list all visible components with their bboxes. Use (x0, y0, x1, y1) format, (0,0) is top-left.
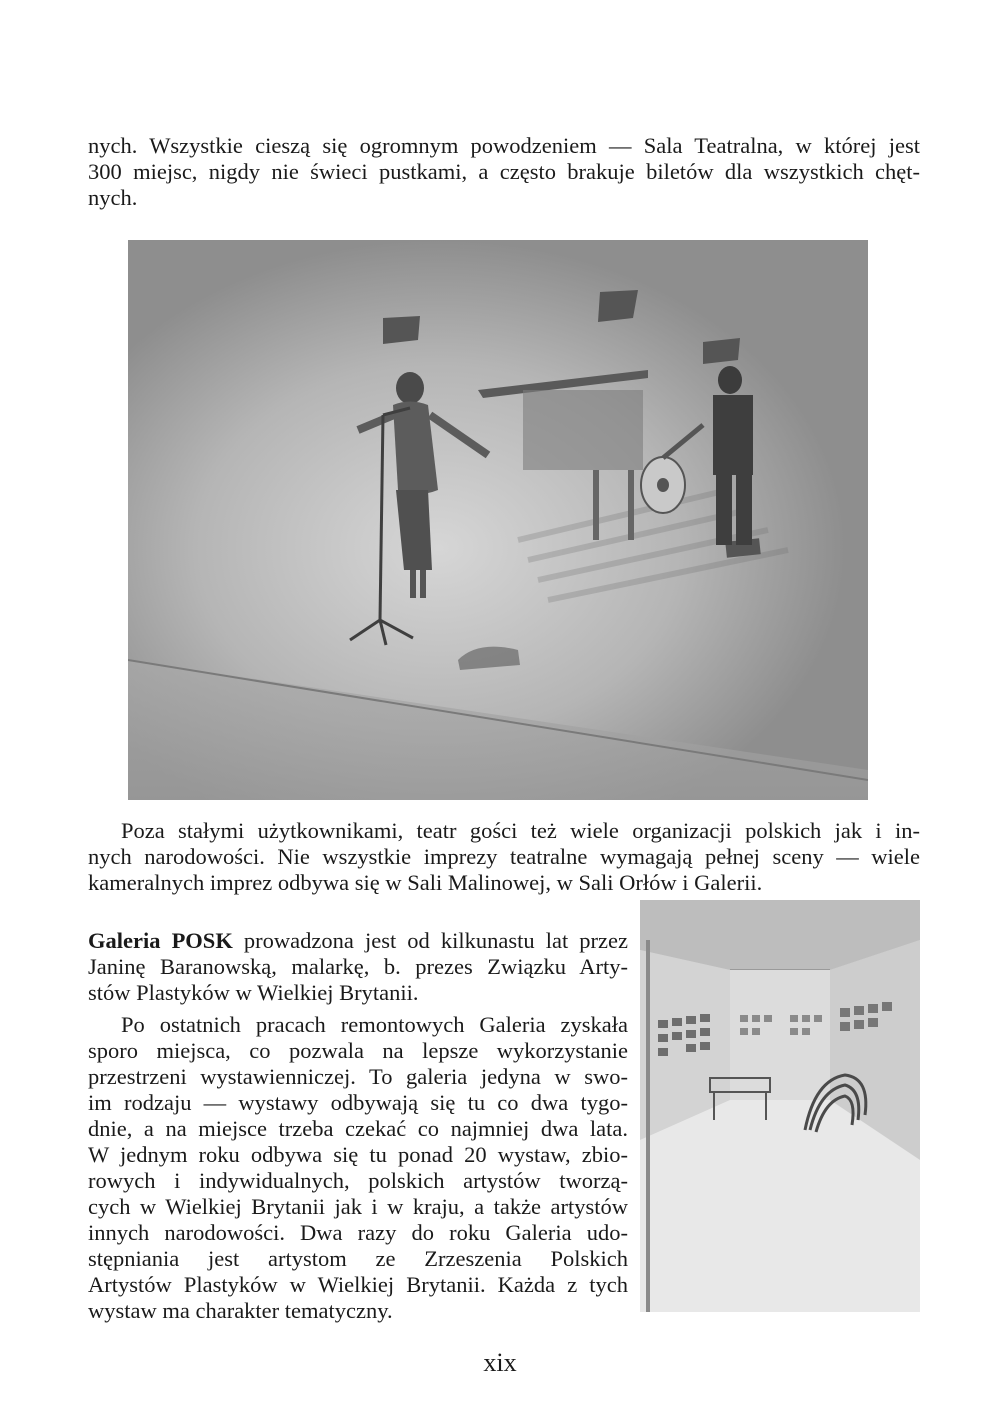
text-line: rowych i indywidualnych, polskich artystów tworzą- (88, 1168, 628, 1193)
text-line: dnie, a na miejsce trzeba czekać co najmniej dwa lata. (88, 1116, 628, 1141)
text-line-rest: prowadzona jest od kilkunastu lat przez (232, 928, 628, 953)
paragraph-gallery-details (88, 1012, 628, 1324)
text-line: nych narodowości. Nie wszystkie imprezy teatralne wymagają pełnej sceny — wiele (88, 844, 920, 869)
text-line: 300 miejsc, nigdy nie świeci pustkami, a często brakuje biletów dla wszystkich chęt- (88, 159, 920, 184)
text-line (88, 928, 628, 954)
text-line: Poza stałymi użytkownikami, teatr gości też wiele organizacji polskich jak i in- (121, 818, 920, 843)
text-line: stępniania jest artystom ze Zrzeszenia Polskich (88, 1246, 628, 1271)
text-line: wystaw ma charakter tematyczny. (88, 1298, 393, 1323)
text-line: nych. (88, 185, 138, 210)
page-number: xix (483, 1348, 517, 1377)
gallery-interior-photo (640, 900, 920, 1312)
text-line: Po ostatnich pracach remontowych Galeria zyskała (121, 1012, 628, 1037)
paragraph-intro (88, 133, 920, 211)
text-line: stów Plastyków w Wielkiej Brytanii. (88, 980, 419, 1005)
text-line: Artystów Plastyków w Wielkiej Brytanii. Każda z tych (88, 1272, 628, 1297)
text-line: W jednym roku odbywa się tu ponad 20 wystaw, zbio- (88, 1142, 628, 1167)
text-line: cych w Wielkiej Brytanii jak i w kraju, a także artystów (88, 1194, 628, 1219)
text-line: sporo miejsca, co pozwala na lepsze wykorzystanie (88, 1038, 628, 1063)
gallery-name-bold: Galeria POSK (88, 928, 233, 953)
paragraph-gallery-intro (88, 928, 628, 1006)
text-line: innych narodowości. Dwa razy do roku Galeria udo- (88, 1220, 628, 1245)
text-line: Janinę Baranowską, malarkę, b. prezes Związku Arty- (88, 954, 628, 979)
text-line: przestrzeni wystawienniczej. To galeria jedyna w swo- (88, 1064, 628, 1089)
text-line: nych. Wszystkie cieszą się ogromnym powodzeniem — Sala Teatralna, w której jest (88, 133, 920, 158)
stage-performance-photo (128, 240, 868, 800)
text-line: kameralnych imprez odbywa się w Sali Malinowej, w Sali Orłów i Galerii. (88, 870, 763, 895)
paragraph-theatre-guests (88, 818, 920, 896)
text-line: im rodzaju — wystawy odbywają się tu co dwa tygo- (88, 1090, 628, 1115)
